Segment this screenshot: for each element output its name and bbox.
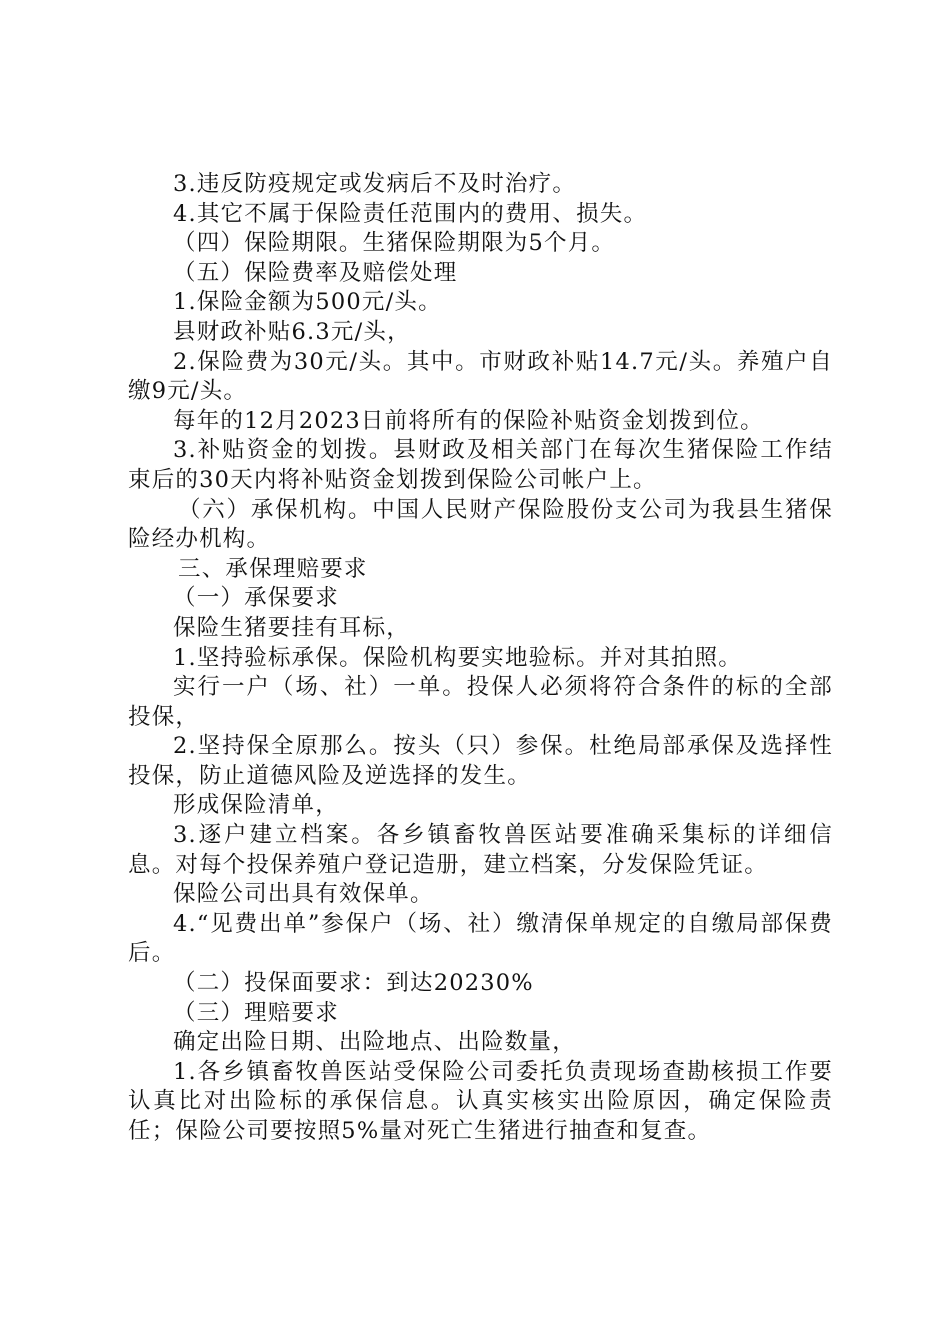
paragraph-23: 确定出险日期、出险地点、出险数量， — [173, 1029, 576, 1056]
paragraph-11: 三、承保理赔要求 — [178, 555, 368, 582]
paragraph-13: 保险生猪要挂有耳标， — [173, 614, 411, 641]
paragraph-2: 4.其它不属于保险责任范围内的费用、损失。 — [173, 200, 648, 227]
paragraph-1: 3.违反防疫规定或发病后不及时治疗。 — [173, 171, 577, 197]
paragraph-12: （一）承保要求 — [173, 585, 339, 612]
paragraph-16: 2.坚持保全原那么。按头（只）参保。杜绝局部承保及选择性投保，防止道德风险及逆选择的发生。 — [128, 733, 833, 789]
paragraph-21: （二）投保面要求：到达20230% — [173, 970, 534, 997]
paragraph-17: 形成保险清单， — [173, 792, 339, 819]
paragraph-8: 每年的12月2023日前将所有的保险补贴资金划拨到位。 — [173, 407, 764, 434]
paragraph-19: 保险公司出具有效保单。 — [173, 881, 434, 908]
paragraph-22: （三）理赔要求 — [173, 999, 339, 1026]
paragraph-10: （六）承保机构。中国人民财产保险股份支公司为我县生猪保险经办机构。 — [128, 496, 833, 553]
paragraph-7: 2.保险费为30元/头。其中。市财政补贴14.7元/头。养殖户自缴9元/头。 — [128, 348, 833, 405]
paragraph-4: （五）保险费率及赔偿处理 — [173, 259, 458, 286]
paragraph-14: 1.坚持验标承保。保险机构要实地验标。并对其拍照。 — [173, 644, 742, 671]
paragraph-6: 县财政补贴6.3元/头， — [173, 318, 411, 345]
paragraph-9: 3.补贴资金的划拨。县财政及相关部门在每次生猪保险工作结束后的30天内将补贴资金划拨到保险公司帐户上。 — [128, 437, 833, 493]
paragraph-15: 实行一户（场、社）一单。投保人必须将符合条件的标的全部投保， — [128, 674, 833, 730]
paragraph-18: 3.逐户建立档案。各乡镇畜牧兽医站要准确采集标的详细信息。对每个投保养殖户登记造册，建立档案，分发保险凭证。 — [128, 822, 833, 878]
document-body — [128, 170, 833, 1147]
paragraph-20: 4.“见费出单”参保户（场、社）缴清保单规定的自缴局部保费后。 — [128, 910, 833, 967]
paragraph-5: 1.保险金额为500元/头。 — [173, 289, 442, 316]
paragraph-24: 1.各乡镇畜牧兽医站受保险公司委托负责现场查勘核损工作要认真比对出险标的承保信息。认真实核实出险原因，确定保险责任；保险公司要按照5%量对死亡生猪进行抽查和复查。 — [128, 1058, 833, 1144]
paragraph-3: （四）保险期限。生猪保险期限为5个月。 — [173, 230, 616, 257]
